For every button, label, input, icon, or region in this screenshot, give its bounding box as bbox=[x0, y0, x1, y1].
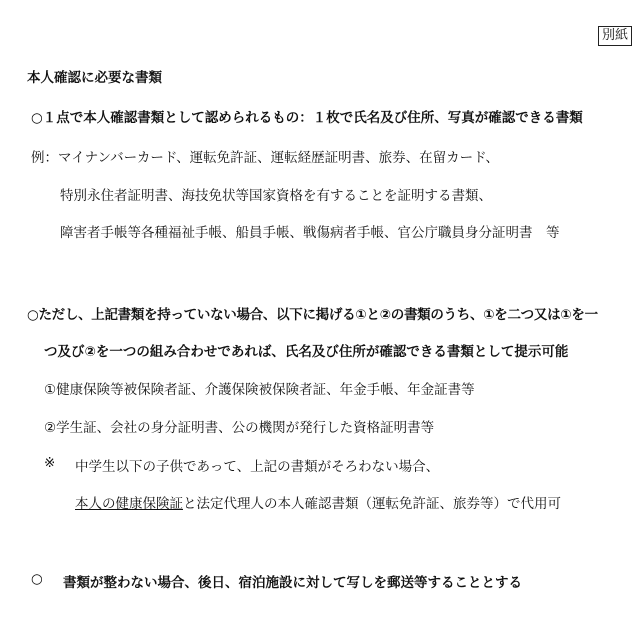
note-line-1: 中学生以下の子供であって、上記の書類がそろわない場合、 bbox=[75, 459, 440, 475]
section3-mark: ○ bbox=[31, 571, 43, 587]
attachment-label: 別紙 bbox=[598, 26, 632, 46]
section3-text: 書類が整わない場合、後日、宿泊施設に対して写しを郵送等することとする bbox=[63, 575, 522, 591]
note-mark: ※ bbox=[44, 455, 56, 471]
section1-example-line-2: 特別永住者証明書、海技免状等国家資格を有することを証明する書類、 bbox=[60, 188, 492, 204]
note-line-2-rest: と法定代理人の本人確認書類（運転免許証、旅券等）で代用可 bbox=[183, 496, 561, 512]
page-title: 本人確認に必要な書類 bbox=[27, 70, 162, 86]
section1-example-line-1: 例：マイナンバーカード、運転免許証、運転経歴証明書、旅券、在留カード、 bbox=[31, 150, 499, 166]
section1-title: ○１点で本人確認書類として認められるもの：１枚で氏名及び住所、写真が確認できる書類 bbox=[31, 110, 583, 126]
note-line-2 bbox=[75, 492, 561, 512]
section1-example-line-3: 障害者手帳等各種福祉手帳、船員手帳、戦傷病者手帳、官公庁職員身分証明書 等 bbox=[60, 225, 560, 241]
note-underlined-text: 本人の健康保険証 bbox=[75, 496, 183, 512]
section2-title-line-1: ○ただし、上記書類を持っていない場合、以下に掲げる①と②の書類のうち、①を二つ又は①を一 bbox=[27, 307, 598, 323]
section2-title-line-2: つ及び②を一つの組み合わせであれば、氏名及び住所が確認できる書類として提示可能 bbox=[44, 344, 569, 360]
document-group-2: ②学生証、会社の身分証明書、公の機関が発行した資格証明書等 bbox=[44, 420, 435, 436]
document-group-1: ①健康保険等被保険者証、介護保険被保険者証、年金手帳、年金証書等 bbox=[44, 382, 475, 398]
